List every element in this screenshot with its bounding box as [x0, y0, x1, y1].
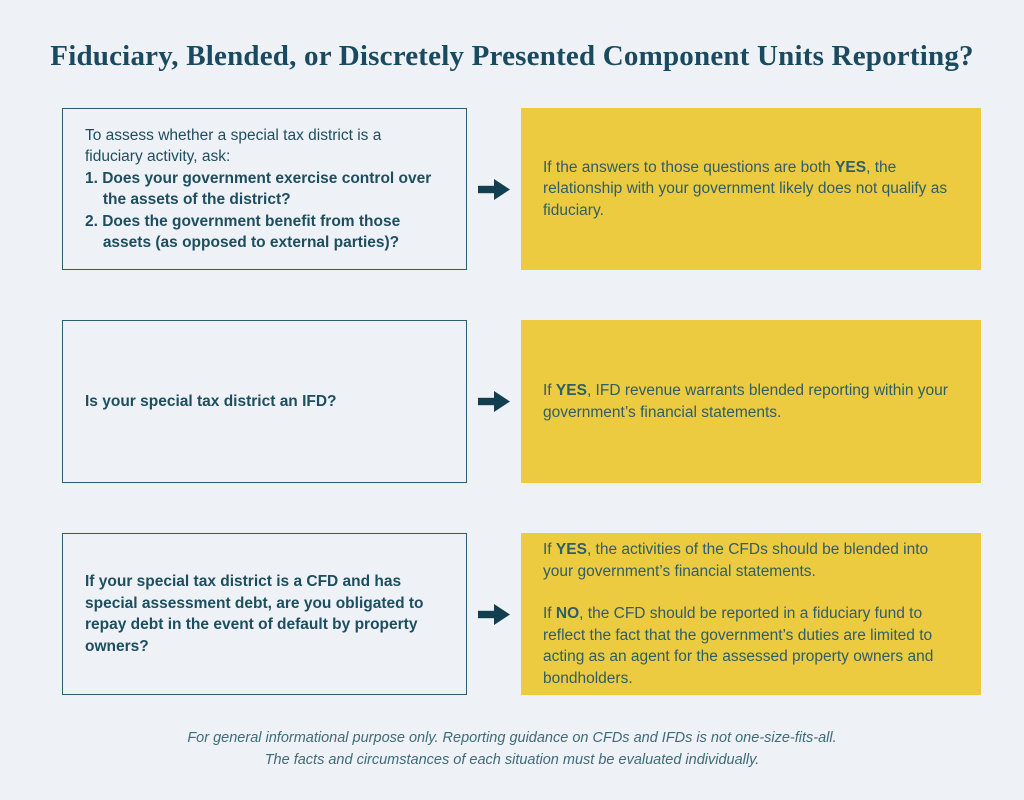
- text-segment: YES: [835, 158, 867, 176]
- text-segment: , IFD revenue warrants blended reporting within your government’s financial statements.: [543, 382, 948, 421]
- text-segment: If the answers to those questions are both: [543, 158, 836, 176]
- question-box-ifd: [62, 320, 467, 483]
- text-segment: 2. Does the government benefit from those assets (as opposed to external parties)?: [85, 212, 401, 251]
- page-title: Fiduciary, Blended, or Discretely Presented Component Units Reporting?: [50, 40, 974, 72]
- answer-box-fiduciary: [521, 108, 981, 270]
- arrow-cell: [467, 108, 521, 270]
- paragraph: [543, 157, 957, 222]
- right-arrow-icon: [478, 179, 510, 200]
- text-segment: If: [543, 382, 556, 399]
- text-segment: , the activities of the CFDs should be blended into your government’s financial statements.: [543, 541, 929, 580]
- flow-row-fiduciary: [62, 108, 981, 270]
- right-arrow-icon: [478, 391, 510, 412]
- paragraph: [85, 211, 440, 254]
- question-box-cfd: [62, 533, 467, 695]
- text-segment: , the CFD should be reported in a fiduciary fund to reflect the fact that the government’s duties are limited to acting as an agent for the assessed property owners and bondholders.: [543, 605, 934, 687]
- answer-box-cfd: [521, 533, 981, 695]
- text-segment: YES: [555, 382, 587, 399]
- paragraph: [85, 168, 440, 211]
- flow-row-cfd: [62, 533, 981, 695]
- paragraph: [85, 125, 440, 168]
- footer-disclaimer: [0, 727, 1024, 771]
- paragraph: [543, 380, 957, 423]
- text-segment: If: [543, 605, 556, 622]
- text-segment: YES: [555, 541, 587, 558]
- arrow-cell: [467, 320, 521, 483]
- paragraph: [543, 603, 957, 689]
- footer-line-2: The facts and circumstances of each situation must be evaluated individually.: [264, 752, 760, 768]
- text-segment: To assess whether a special tax district is a fiduciary activity, ask:: [85, 126, 382, 165]
- footer-line-1: For general informational purpose only. Reporting guidance on CFDs and IFDs is not one-size-fits-all.: [187, 730, 837, 746]
- paragraph: [85, 571, 440, 657]
- text-segment: 1. Does your government exercise control over the assets of the district?: [85, 169, 432, 208]
- arrow-cell: [467, 533, 521, 695]
- text-segment: , the relationship with your government likely does not qualify as fiduciary.: [543, 158, 948, 219]
- text-segment: Is your special tax district an IFD?: [85, 392, 337, 410]
- text-segment: NO: [555, 605, 580, 622]
- paragraph: [85, 391, 440, 413]
- question-box-fiduciary: [62, 108, 467, 270]
- text-segment: If your special tax district is a CFD and has special assessment debt, are you obligated to repay debt in the event of default by property owners?: [85, 573, 424, 655]
- answer-box-ifd: [521, 320, 981, 483]
- flow-row-ifd: [62, 320, 981, 483]
- right-arrow-icon: [478, 604, 510, 625]
- paragraph: [543, 539, 957, 582]
- text-segment: If: [543, 541, 556, 558]
